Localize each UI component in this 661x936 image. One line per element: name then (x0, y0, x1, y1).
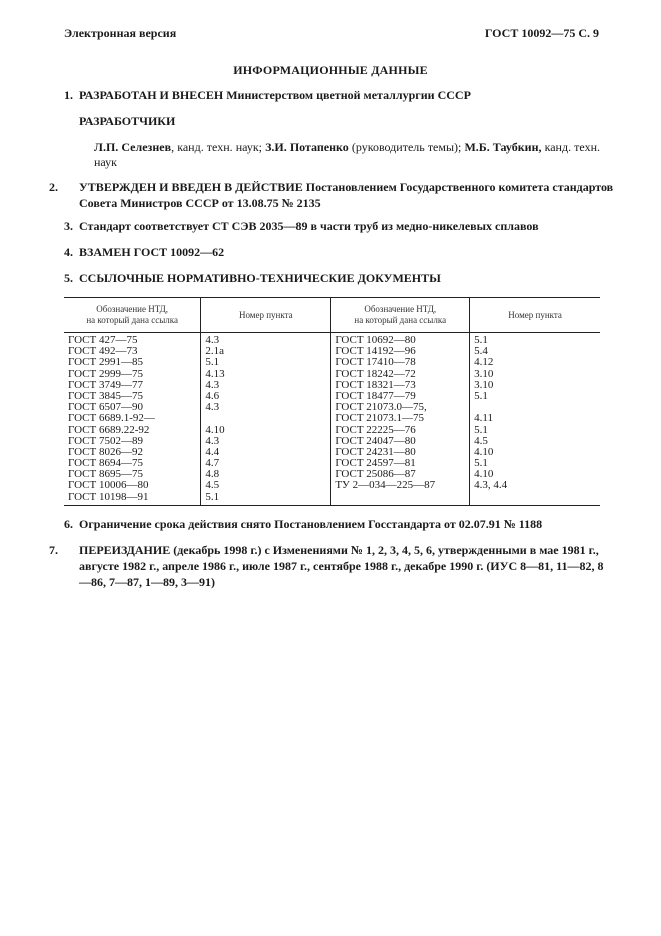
developer-name: Л.П. Селезнев (94, 140, 172, 154)
ref-point-number: 5.1 (474, 389, 488, 402)
section-3-number: 3. (64, 219, 73, 233)
section-2 (49, 179, 615, 211)
section-7-number: 7. (49, 543, 58, 557)
ref-doc-designation: ГОСТ 24597—81 (335, 457, 416, 470)
ref-point-number: 4.3 (205, 434, 220, 447)
ref-point-number: 4.4 (205, 445, 220, 458)
section-6-text: Ограничение срока действия снято Постановлением Госстандарта от 02.07.91 № 1188 (79, 517, 543, 531)
ref-point-number: 5.1 (205, 490, 220, 503)
ref-doc-designation: ГОСТ 10692—80 (335, 334, 416, 346)
developer-name: М.Б. Таубкин, (464, 140, 542, 154)
ref-doc-designation: ГОСТ 427—75 (68, 334, 138, 346)
ref-doc-designation: ГОСТ 6689.22-92 (68, 423, 150, 436)
ref-point-number: 4.3 (205, 401, 220, 414)
developer-role: , канд. техн. наук; (171, 140, 266, 154)
header-point-left: Номер пункта (201, 298, 331, 333)
ref-doc-designation: ГОСТ 17410—78 (335, 356, 416, 369)
ref-doc-designation: ГОСТ 6507—90 (68, 401, 143, 414)
developer-role: (руководитель темы); (348, 140, 465, 154)
ref-doc-designation: ГОСТ 18477—79 (335, 389, 416, 402)
section-6 (64, 516, 600, 532)
ref-doc-designation: ГОСТ 492—73 (68, 345, 138, 358)
header-doc-designation-left (64, 298, 201, 333)
section-2-heading: УТВЕРЖДЕН И ВВЕДЕН В ДЕЙСТВИЕ (79, 180, 303, 194)
section-5-number: 5. (64, 271, 73, 285)
ref-point-number: 3.10 (474, 367, 494, 380)
header-doc-line2: на который дана ссылка (86, 315, 178, 325)
ref-doc-designation: ГОСТ 24231—80 (335, 445, 416, 458)
ref-doc-designation: ГОСТ 3845—75 (68, 389, 143, 402)
table-header-row (64, 298, 600, 333)
ref-doc-designation: ГОСТ 25086—87 (335, 468, 416, 481)
ref-doc-designation: ГОСТ 21073.1—75 (335, 412, 425, 425)
right-doc-column (331, 333, 470, 506)
ref-doc-designation: ГОСТ 7502—89 (68, 434, 143, 447)
ref-doc-designation: ГОСТ 2999—75 (68, 367, 143, 380)
ref-point-number: 4.6 (205, 389, 220, 402)
ref-doc-designation: ГОСТ 14192—96 (335, 345, 416, 358)
ref-point-number: 5.1 (474, 457, 488, 470)
ref-point-number: 4.10 (474, 445, 494, 458)
header-doc-designation-right (331, 298, 470, 333)
ref-point-number: 5.1 (474, 334, 488, 346)
section-2-number: 2. (49, 180, 58, 194)
ref-point-number: 4.8 (205, 468, 220, 481)
section-7-text: ПЕРЕИЗДАНИЕ (декабрь 1998 г.) с Изменениями № 1, 2, 3, 4, 5, 6, утвержденными в мае 1981 г., августе 1982 г., апреле 1986 г., июле 1987 г., сентябре 1988 г., декабре 1990 г. (ИУС 8—81, 11—82, 8—86, 7—87, 1—89, 3—91) (79, 543, 604, 589)
ref-doc-designation: ГОСТ 18321—73 (335, 378, 416, 391)
developers-list (94, 140, 600, 170)
section-6-number: 6. (64, 517, 73, 531)
ref-point-number: 5.4 (474, 345, 488, 358)
ref-point-number: 3.10 (474, 378, 494, 391)
ref-point-number: 4.3 (205, 378, 220, 391)
ref-doc-designation: ГОСТ 10198—91 (68, 490, 149, 503)
left-doc-column (64, 333, 201, 506)
ref-doc-designation: ГОСТ 8026—92 (68, 445, 143, 458)
page-title: ИНФОРМАЦИОННЫЕ ДАННЫЕ (233, 63, 428, 77)
section-1-number: 1. (64, 88, 73, 102)
header-doc-line2: на который дана ссылка (354, 315, 447, 325)
ref-point-number: 4.7 (205, 457, 220, 470)
ref-point-number: 4.12 (474, 356, 494, 369)
section-5-text: ССЫЛОЧНЫЕ НОРМАТИВНО-ТЕХНИЧЕСКИЕ ДОКУМЕНТЫ (79, 271, 441, 285)
header-doc-line1: Обозначение НТД, (364, 304, 437, 314)
header-point-right: Номер пункта (470, 298, 600, 333)
section-3 (64, 218, 600, 234)
table-row (64, 333, 600, 506)
ref-doc-designation: ГОСТ 21073.0—75, (335, 401, 427, 414)
ref-point-number: 4.5 (205, 479, 220, 492)
ref-point-number: 4.3, 4.4 (474, 479, 508, 492)
section-2-text: Постановлением Государственного комитета стандартов Совета Министров СССР от 13.08.75 № 2135 (79, 180, 614, 210)
ref-doc-designation: ГОСТ 2991—85 (68, 356, 143, 369)
ref-point-number: 5.1 (474, 423, 488, 436)
right-point-column (470, 333, 600, 506)
ref-doc-designation: ГОСТ 10006—80 (68, 479, 149, 492)
section-7 (49, 542, 615, 590)
section-1-text: РАЗРАБОТАН И ВНЕСЕН Министерством цветной металлургии СССР (79, 88, 471, 102)
developer-role: канд. техн. наук (94, 140, 600, 169)
ref-point-number: 4.13 (205, 367, 225, 380)
running-header-left: Электронная версия (64, 26, 177, 40)
reference-documents-table (64, 297, 600, 506)
ref-point-number: 5.1 (205, 356, 220, 369)
section-5 (64, 270, 600, 286)
ref-doc-designation: ТУ 2—034—225—87 (335, 479, 436, 492)
ref-point-number: 4.10 (474, 468, 494, 481)
ref-doc-designation: ГОСТ 18242—72 (335, 367, 416, 380)
section-4 (64, 244, 600, 260)
ref-point-number: 4.3 (205, 334, 220, 346)
section-4-text: ВЗАМЕН ГОСТ 10092—62 (79, 245, 225, 259)
developers-heading: РАЗРАБОТЧИКИ (79, 114, 176, 128)
ref-doc-designation: ГОСТ 8695—75 (68, 468, 143, 481)
section-4-number: 4. (64, 245, 73, 259)
ref-point-number: 4.11 (474, 412, 494, 425)
ref-point-number (205, 413, 326, 424)
section-3-text: Стандарт соответствует СТ СЭВ 2035—89 в части труб из медно-никелевых сплавов (79, 219, 539, 233)
ref-doc-designation: ГОСТ 24047—80 (335, 434, 416, 447)
developer-name: З.И. Потапенко (265, 140, 349, 154)
ref-doc-designation: ГОСТ 22225—76 (335, 423, 416, 436)
ref-doc-designation: ГОСТ 8694—75 (68, 457, 143, 470)
ref-point-number: 2.1а (205, 345, 224, 358)
ref-doc-designation: ГОСТ 3749—77 (68, 378, 143, 391)
ref-point-number: 4.5 (474, 434, 488, 447)
running-header-right: ГОСТ 10092—75 С. 9 (484, 26, 599, 40)
left-point-column (201, 333, 331, 506)
ref-point-number: 4.10 (205, 423, 225, 436)
header-doc-line1: Обозначение НТД, (96, 304, 169, 314)
ref-doc-designation: ГОСТ 6689.1-92— (68, 412, 155, 425)
section-1 (64, 87, 600, 103)
